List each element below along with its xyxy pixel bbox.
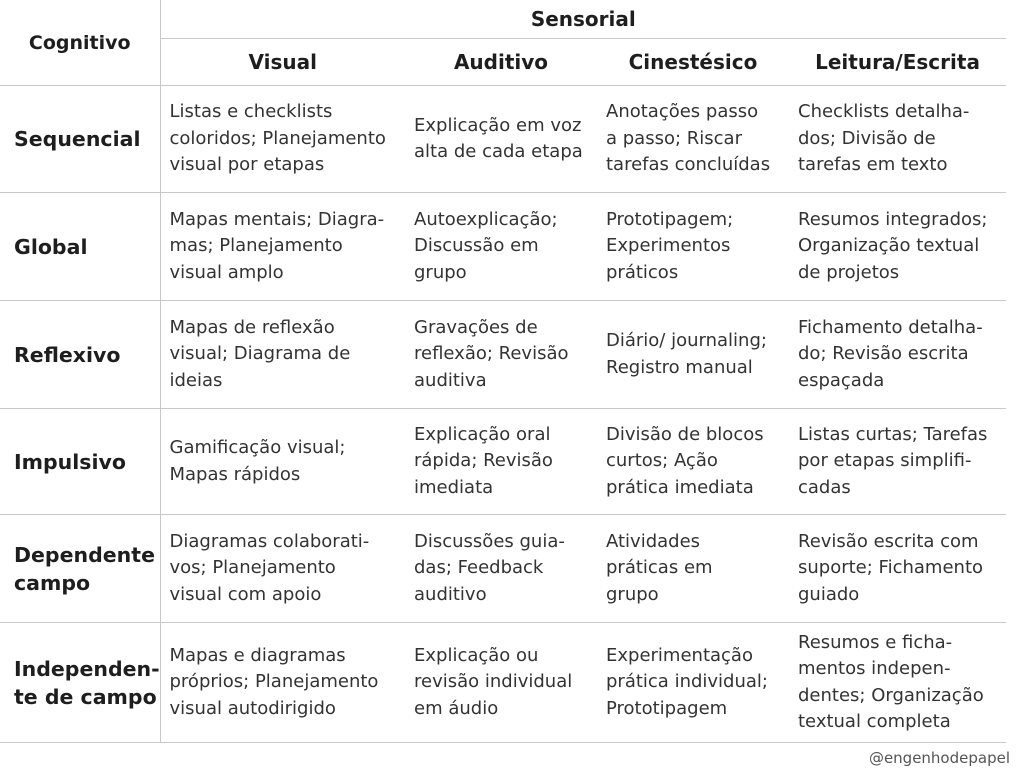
table-cell: Mapas e diagramas próprios; Planejamento visual autodirigido [169,644,379,719]
table-cell: Explicação ou revisão individual em áudio [414,644,573,719]
table-cell: Discussões guia- das; Feedback auditivo [414,530,565,605]
table-cell: Fichamento detalha- do; Revisão escrita espaçada [798,316,983,391]
table-cell: Mapas mentais; Diagra- mas; Planejamento visual amplo [169,208,385,283]
table-cell: Resumos integrados; Organização textual de projetos [798,208,988,283]
column-header-auditivo: Auditivo [453,50,549,74]
column-header-cinestesico: Cinestésico [628,50,758,74]
table-row-global [0,193,1006,301]
table-cell: Resumos e ficha- mentos indepen- dentes; Organização textual completa [798,631,984,732]
table-row-dependente-campo [0,515,1006,623]
table-cell: Explicação em voz alta de cada etapa [414,114,583,162]
row-header: Global [0,193,160,301]
table-cell: Gamificação visual; Mapas rápidos [169,437,346,485]
column-header-visual: Visual [248,50,317,74]
table-cell: Autoexplicação; Discussão em grupo [414,208,558,283]
table-cell: Revisão escrita com suporte; Fichamento guiado [798,530,984,605]
row-header: Reflexivo [0,301,160,409]
header-sensorial: Sensorial [160,0,1006,39]
table-cell: Diagramas colaborati- vos; Planejamento visual com apoio [169,530,370,605]
author-credit: @engenhodepapel [868,749,1010,767]
table-row-independente-campo [0,623,1006,743]
table-cell: Anotações passo a passo; Riscar tarefas concluídas [606,101,771,176]
table-cell: Listas curtas; Tarefas por etapas simplifi- cadas [798,423,988,498]
table-cell: Experimentação prática individual; Prototipagem [606,644,768,719]
table-row-reflexivo [0,301,1006,409]
row-header: Impulsivo [0,409,160,515]
table-cell: Divisão de blocos curtos; Ação prática imediata [606,423,764,498]
row-header: Independen- te de campo [0,623,160,743]
table-cell: Diário/ journaling; Registro manual [606,330,767,378]
table-cell: Atividades práticas em grupo [606,530,713,605]
table-cell: Mapas de reflexão visual; Diagrama de ideias [169,316,351,391]
table-cell: Gravações de reflexão; Revisão auditiva [414,316,569,391]
column-header-leitura-escrita: Leitura/Escrita [815,50,980,74]
table-cell: Explicação oral rápida; Revisão imediata [414,423,553,498]
row-header: Sequencial [0,86,160,193]
row-header: Dependente campo [0,515,160,623]
table-cell: Listas e checklists coloridos; Planejamento visual por etapas [169,101,386,176]
header-cognitive: Cognitivo [0,0,160,86]
table-cell: Prototipagem; Experimentos práticos [606,208,734,283]
table-row-sequencial [0,86,1006,193]
table-row-impulsivo [0,409,1006,515]
table-cell: Checklists detalha- dos; Divisão de tarefas em texto [798,101,970,176]
